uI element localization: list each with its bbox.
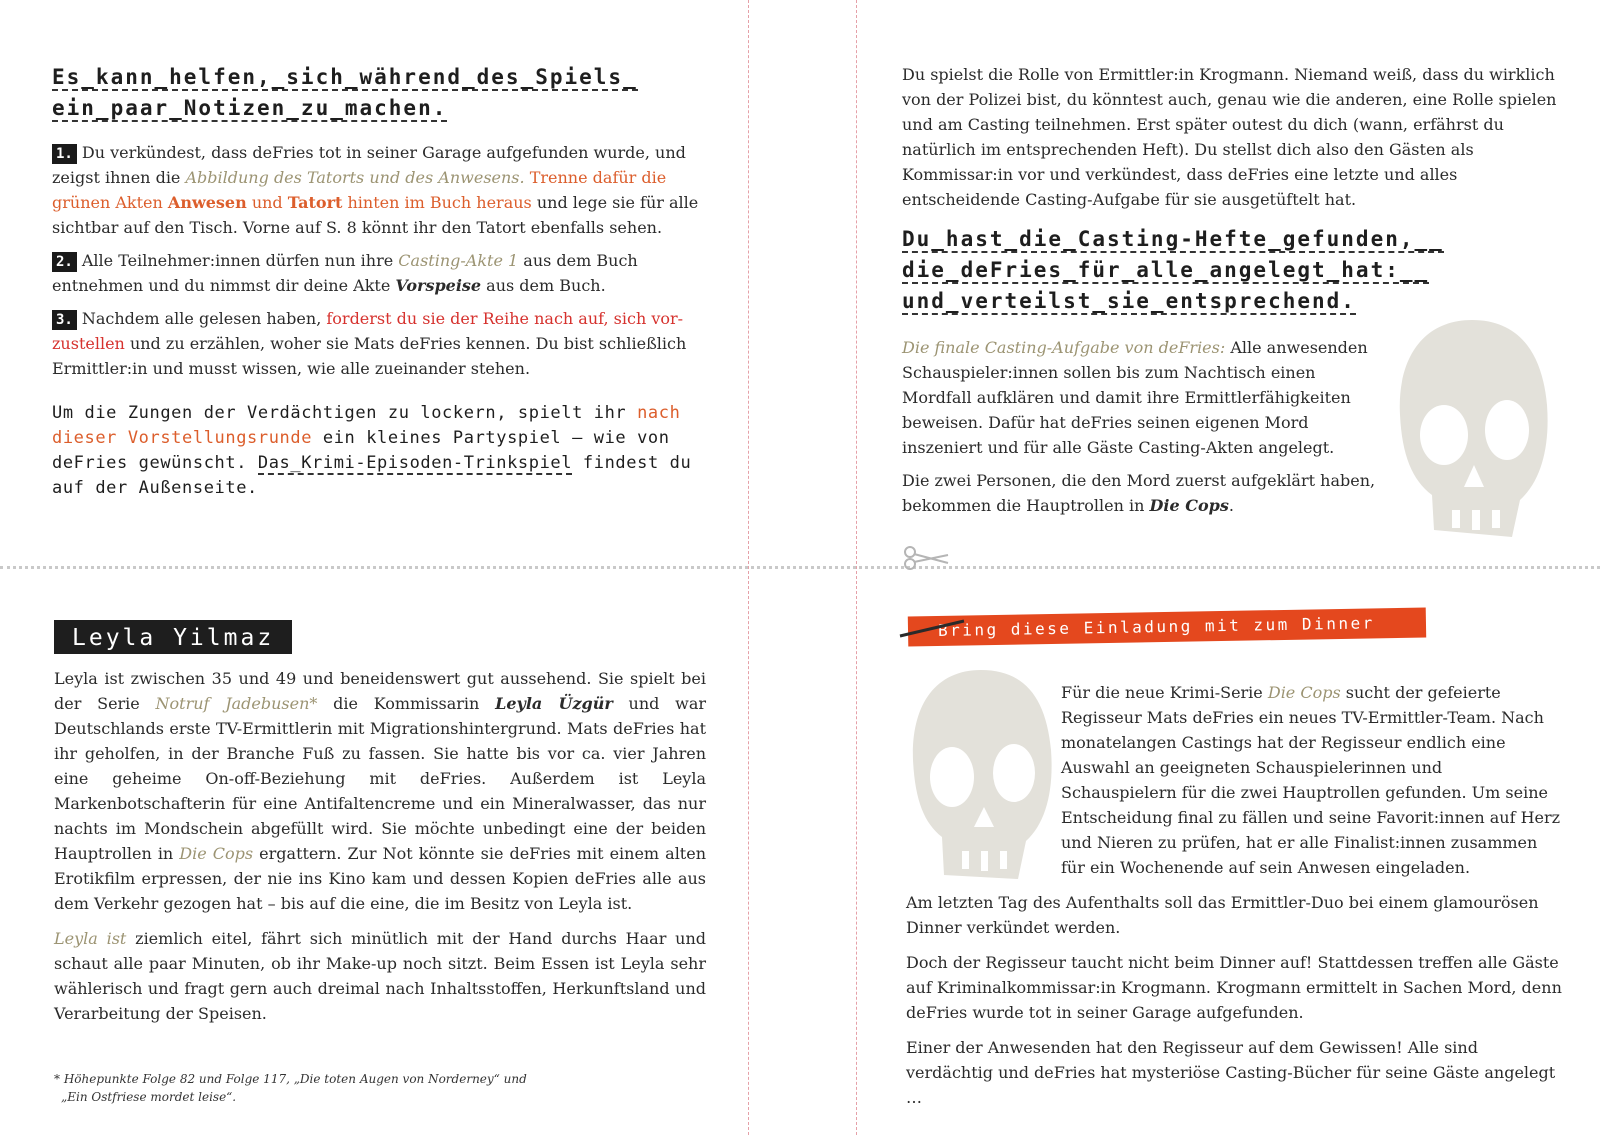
instructions-panel — [52, 62, 706, 501]
character-name: Leyla Yilmaz — [54, 620, 292, 654]
skull-icon — [1392, 315, 1552, 545]
invitation-suspects: Einer der Anwesenden hat den Regisseur auf dem Gewissen! Alle sind verdächtig und deFries hat mysteriöse Casting-Bücher für seine Gäste angelegt … — [906, 1038, 1556, 1107]
character-traits: Leyla ist ziemlich eitel, fährt sich minütlich mit der Hand durchs Haar und schaut alle paar Minuten, ob ihr Make-up noch sitzt. Beim Essen ist Leyla sehr wählerisch und fragt gern auch dreimal nach Inhaltsstoffen, Herkunftsland und Verarbeitung der Speisen. — [54, 929, 706, 1023]
character-bio: Leyla ist zwischen 35 und 49 und beneidenswert gut aussehend. Sie spielt bei der Serie Notruf Jadebusen* die Kommissarin Leyla Üzgür und war Deutschlands erste TV-Ermittlerin mit Migrationshintergrund. Mats deFries hat ihr geholfen, in der Branche Fuß zu fassen. Sie hatte bis vor ca. vier Jahren eine geheime On-off-Beziehung mit deFries. Außerdem ist Leyla Markenbotschafterin für eine Antifaltencreme und ein Mineralwasser, das nur nachts im Mondschein abgefüllt wird. Sie möchte unbedingt eine der beiden Hauptrollen in Die Cops ergattern. Zur Not könnte sie deFries mit einem alten Erotikfilm erpressen, der nie ins Kino kam und dessen Kopien deFries alle aus dem Verkehr gezogen hat – bis auf die eine, die im Besitz von Leyla ist. — [54, 669, 707, 913]
casting-heading: Du_hast_die_Casting-Hefte_gefunden,__ die_deFries_für_alle_angelegt_hat:__ und_verteilst_sie_entsprechend. — [902, 227, 1444, 313]
pen-stroke-icon — [898, 616, 968, 640]
step-1: 1. Du verkündest, dass deFries tot in seiner Garage aufgefunden wurde, und zeigst ihnen die Abbildung des Tatorts und des Anwesens. Trenne dafür die grünen Akten Anwesen und Tatort hinten im Buch heraus und lege sie für alle sichtbar auf den Tisch. Vorne auf S. 8 könnt ihr den Tatort ebenfalls sehen. — [52, 143, 699, 237]
main-roles-note: Die zwei Personen, die den Mord zuerst aufgeklärt haben, bekommen die Hauptrollen in Die Cops. — [902, 471, 1376, 515]
step-number: 3. — [52, 310, 77, 330]
character-panel — [54, 620, 706, 1026]
notes-heading: Es_kann_helfen,_sich_während_des_Spiels_ ein_paar_Notizen_zu_machen. — [52, 65, 638, 120]
footnote: * Höhepunkte Folge 82 und Folge 117, „Die toten Augen von Norderney“ und „Ein Ostfriese mordet leise“. — [54, 1072, 527, 1104]
invitation-dinner: Am letzten Tag des Aufenthalts soll das Ermittler-Duo bei einem glamourösen Dinner verkündet werden. — [906, 893, 1539, 937]
step-2: 2. Alle Teilnehmer:innen dürfen nun ihre Casting-Akte 1 aus dem Buch entnehmen und du nimmst dir deine Akte Vorspeise aus dem Buch. — [52, 251, 638, 295]
scissors-icon — [902, 545, 950, 571]
step-3: 3. Nachdem alle gelesen haben, forderst du sie der Reihe nach auf, sich vor-zustellen und zu erzählen, woher sie Mats deFries kennen. Du bist schließlich Ermittler:in und musst wissen, wie alle zueinander stehen. — [52, 309, 687, 378]
invitation-banner: Bring diese Einladung mit zum Dinner — [908, 607, 1426, 646]
cut-line — [0, 566, 1600, 569]
invitation-murder: Doch der Regisseur taucht nicht beim Dinner auf! Stattdessen treffen alle Gäste auf Kriminalkommissar:in Krogmann. Krogmann ermittelt in Sachen Mord, denn deFries wurde tot in seiner Garage aufgefunden. — [906, 953, 1562, 1022]
step-number: 1. — [52, 144, 77, 164]
invitation-panel — [906, 680, 1562, 1110]
invitation-intro: Für die neue Krimi-Serie Die Cops sucht der gefeierte Regisseur Mats deFries ein neues TV-Ermittler-Team. Nach monatelangen Castings hat der Regisseur endlich eine Auswahl an geeigneten Schauspielerinnen und Schauspielern für die zwei Hauptrollen gefunden. Um seine Entscheidung final zu fällen und seine Favorit:innen auf Herz und Nieren zu prüfen, hat er alle Finalist:innen zusammen für ein Wochenende auf sein Anwesen eingeladen. — [1061, 683, 1561, 877]
drinking-game-note: Um die Zungen der Verdächtigen zu lockern, spielt ihr nach dieser Vorstellungsrunde ein kleines Partyspiel – wie von deFries gewünscht. Das_Krimi-Episoden-Trinkspiel findest du auf der Außenseite. — [52, 403, 692, 498]
role-intro: Du spielst die Rolle von Ermittler:in Krogmann. Niemand weiß, dass du wirklich von der Polizei bist, du könntest auch, genau wie die anderen, eine Rolle spielen und am Casting teilnehmen. Erst später outest du dich (wann, erfährst du natürlich im entsprechenden Heft). Du stellst dich also den Gästen als Kommissar:in vor und verkündest, dass deFries eine letzte und alles entscheidende Casting-Aufgabe für sie ausgetüftelt hat. — [902, 65, 1557, 209]
casting-task: Die finale Casting-Aufgabe von deFries: Alle anwesenden Schauspieler:innen sollen bis zum Nachtisch einen Mordfall aufklären und damit ihre Ermittlerfähigkeiten beweisen. Dafür hat deFries seinen eigenen Mord inszeniert und für alle Gäste Casting-Akten angelegt. — [902, 338, 1368, 457]
step-number: 2. — [52, 252, 77, 272]
